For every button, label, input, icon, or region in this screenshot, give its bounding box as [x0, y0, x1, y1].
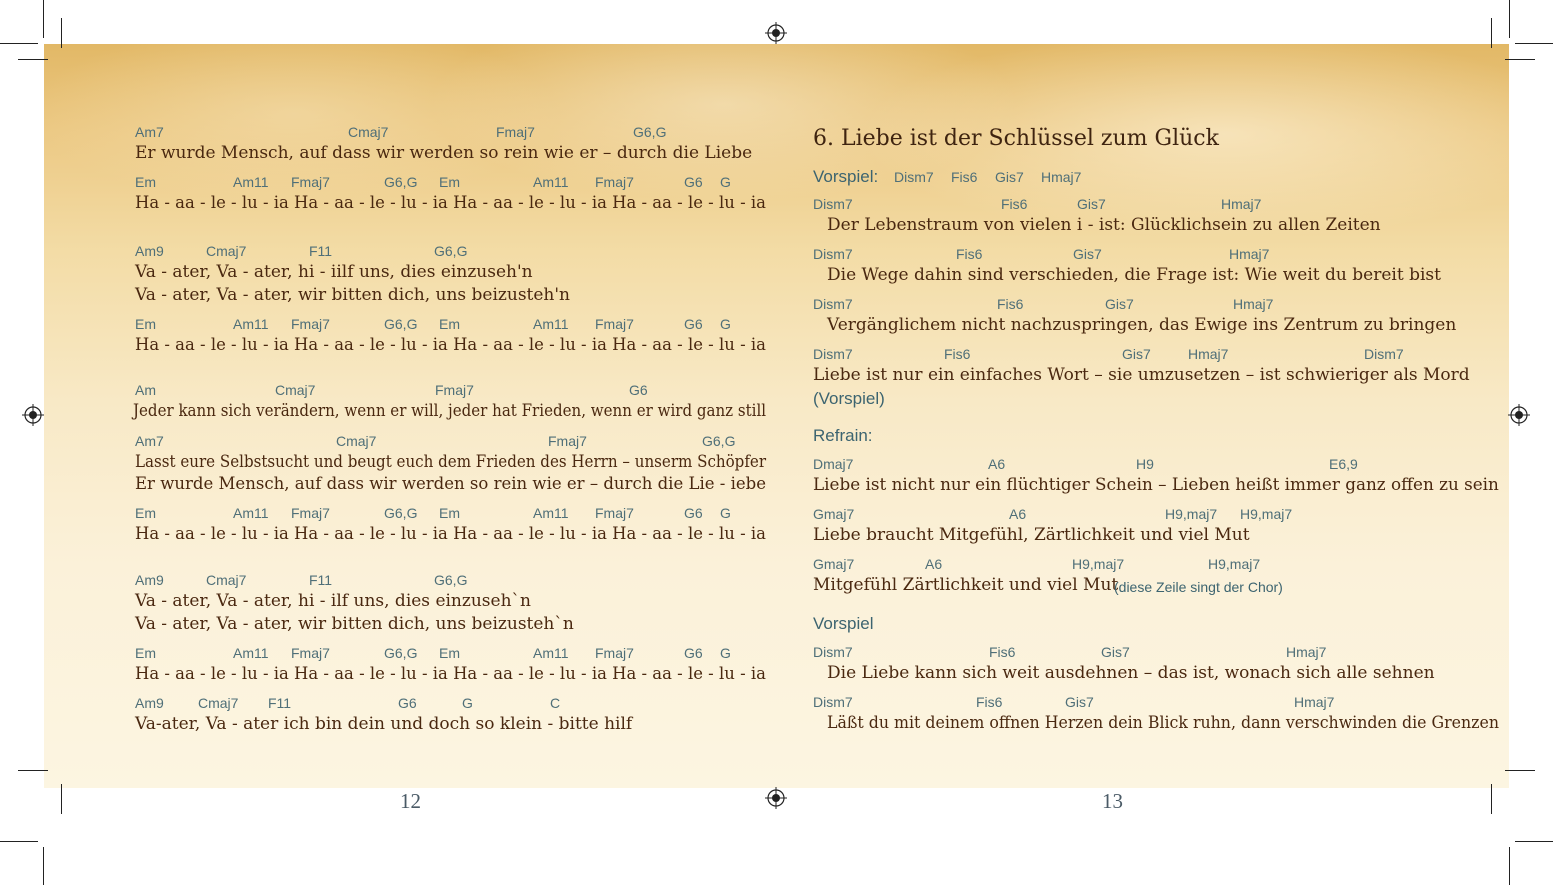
lyric-line: Mitgefühl Zärtlichkeit und viel Mut [813, 575, 1119, 595]
chord: Fmaj7 [595, 316, 634, 332]
crop-mark [1509, 847, 1510, 885]
chord: Em [439, 645, 460, 661]
chord: Gis7 [1065, 694, 1094, 710]
chord: Gis7 [1122, 346, 1151, 362]
chord: Em [135, 174, 156, 190]
chord: H9,maj7 [1240, 506, 1293, 522]
lyric-line: Va - ater, Va - ater, wir bitten dich, uns beizusteh'n [135, 285, 571, 305]
chord: G [462, 695, 473, 711]
chord: Fmaj7 [496, 124, 535, 140]
registration-mark-icon [1508, 404, 1530, 426]
chord: Hmaj7 [1188, 346, 1229, 362]
chord: Hmaj7 [1221, 196, 1262, 212]
chord: Dism7 [813, 346, 853, 362]
left-page [44, 44, 776, 788]
chord: Dism7 [813, 694, 853, 710]
chord: A6 [925, 556, 943, 572]
section-label-vorspiel-2: Vorspiel [813, 614, 874, 633]
chord: Cmaj7 [206, 243, 247, 259]
crop-mark [1509, 0, 1510, 38]
crop-mark [1491, 18, 1492, 48]
crop-mark [1505, 59, 1535, 60]
registration-mark-icon [765, 787, 787, 809]
chord: Fmaj7 [595, 645, 634, 661]
lyric-line: Ha - aa - le - lu - ia Ha - aa - le - lu - ia Ha - aa - le - lu - ia Ha - aa - le - lu - ia [135, 524, 766, 544]
chord: Am11 [533, 645, 569, 661]
chord: A6 [1009, 506, 1027, 522]
chord: Am11 [533, 174, 569, 190]
chord: G6,G [434, 572, 468, 588]
lyric-line: Der Lebenstraum von vielen i - ist: Glücklichsein zu allen Zeiten [827, 215, 1381, 235]
chord: Dism7 [1364, 346, 1404, 362]
chord: Fmaj7 [548, 433, 587, 449]
chord: G6 [629, 382, 648, 398]
chord: Dism7 [894, 169, 934, 185]
chord: Am9 [135, 243, 164, 259]
chord: Gmaj7 [813, 506, 855, 522]
crop-mark [1505, 770, 1535, 771]
chord: Fis6 [997, 296, 1024, 312]
crop-mark [18, 770, 48, 771]
chord: Am11 [533, 505, 569, 521]
chord: G6 [684, 174, 703, 190]
chord: C [550, 695, 561, 711]
chord: G6,G [384, 505, 418, 521]
chord: F11 [309, 572, 333, 588]
chord: Am9 [135, 572, 164, 588]
chord: G6,G [384, 174, 418, 190]
chord: G [720, 174, 731, 190]
chord: G6,G [434, 243, 468, 259]
lyric-line: Liebe ist nur ein einfaches Wort – sie umzusetzen – ist schwieriger als Mord [813, 365, 1470, 385]
chord: G6 [684, 316, 703, 332]
registration-mark-icon [765, 22, 787, 44]
chord: G6 [684, 505, 703, 521]
chord: Hmaj7 [1286, 644, 1327, 660]
lyric-line: Ha - aa - le - lu - ia Ha - aa - le - lu - ia Ha - aa - le - lu - ia Ha - aa - le - lu - ia [135, 193, 766, 213]
chord: Gis7 [995, 169, 1024, 185]
chord: Em [135, 645, 156, 661]
chord: Em [439, 316, 460, 332]
chord: F11 [309, 243, 333, 259]
chord: Em [135, 505, 156, 521]
chord: G [720, 316, 731, 332]
crop-mark [18, 59, 48, 60]
page-number-right: 13 [1102, 789, 1123, 813]
crop-mark [43, 0, 44, 38]
songbook-spread [44, 44, 1509, 788]
lyric-line: Ha - aa - le - lu - ia Ha - aa - le - lu - ia Ha - aa - le - lu - ia Ha - aa - le - lu - ia [135, 335, 766, 355]
right-page [777, 44, 1509, 788]
chord: Dism7 [813, 246, 853, 262]
chord: H9 [1136, 456, 1154, 472]
crop-mark [61, 784, 62, 814]
vorspiel-repeat: (Vorspiel) [813, 389, 885, 408]
chord: G6,G [384, 316, 418, 332]
chord: Fis6 [989, 644, 1016, 660]
chord: Hmaj7 [1294, 694, 1335, 710]
lyric-line: Die Wege dahin sind verschieden, die Frage ist: Wie weit du bereit bist [827, 265, 1441, 285]
lyric-line: Va - ater, Va - ater, hi - iilf uns, dies einzuseh'n [135, 262, 533, 282]
section-label-refrain: Refrain: [813, 426, 873, 445]
crop-mark [43, 847, 44, 885]
chord: Cmaj7 [275, 382, 316, 398]
chord: G6,G [384, 645, 418, 661]
chord: Gmaj7 [813, 556, 855, 572]
chord: G [720, 645, 731, 661]
page-number-left: 12 [400, 789, 421, 813]
chord: Fmaj7 [291, 316, 330, 332]
chord: Dism7 [813, 196, 853, 212]
chord: Am11 [233, 645, 269, 661]
chord: Fmaj7 [291, 174, 330, 190]
chord: H9,maj7 [1072, 556, 1125, 572]
crop-mark [1515, 43, 1553, 44]
chord: H9,maj7 [1165, 506, 1218, 522]
crop-mark [1515, 841, 1553, 842]
chord: Cmaj7 [198, 695, 239, 711]
lyric-line: Die Liebe kann sich weit ausdehnen – das ist, wonach sich alle sehnen [827, 663, 1435, 683]
chord: Fmaj7 [435, 382, 474, 398]
crop-mark [61, 18, 62, 48]
lyric-line: Va - ater, Va - ater, wir bitten dich, uns beizusteh`n [135, 614, 574, 634]
chord: Fis6 [951, 169, 978, 185]
chord: Hmaj7 [1041, 169, 1082, 185]
chord: Gis7 [1101, 644, 1130, 660]
lyric-line: Läßt du mit deinem offnen Herzen dein Blick ruhn, dann verschwinden die Grenzen [827, 713, 1499, 733]
chord: Am7 [135, 433, 164, 449]
chord: Cmaj7 [206, 572, 247, 588]
section-label-vorspiel: Vorspiel: [813, 167, 879, 186]
chord: H9,maj7 [1208, 556, 1261, 572]
chord: Hmaj7 [1233, 296, 1274, 312]
chord: G6,G [633, 124, 667, 140]
song-title: 6. Liebe ist der Schlüssel zum Glück [813, 126, 1219, 151]
chord: G6,G [702, 433, 736, 449]
chord: Gis7 [1105, 296, 1134, 312]
chord: Dmaj7 [813, 456, 854, 472]
chord: A6 [988, 456, 1006, 472]
choir-note: (diese Zeile singt der Chor) [1114, 579, 1283, 595]
crop-mark [0, 43, 38, 44]
lyric-line: Er wurde Mensch, auf dass wir werden so rein wie er – durch die Liebe [135, 143, 753, 163]
chord: Fmaj7 [291, 505, 330, 521]
chord: G6 [684, 645, 703, 661]
lyric-line: Va-ater, Va - ater ich bin dein und doch so klein - bitte hilf [135, 714, 633, 734]
chord: Fmaj7 [595, 505, 634, 521]
chord: Em [135, 316, 156, 332]
chord: Fmaj7 [291, 645, 330, 661]
chord: Gis7 [1077, 196, 1106, 212]
lyric-line: Lasst eure Selbstsucht und beugt euch dem Frieden des Herrn – unserm Schöpfer [135, 452, 767, 472]
lyric-line: Liebe ist nicht nur ein flüchtiger Schein – Lieben heißt immer ganz offen zu sein [813, 475, 1499, 495]
lyric-line: Va - ater, Va - ater, hi - ilf uns, dies einzuseh`n [135, 591, 531, 611]
lyric-line: Jeder kann sich verändern, wenn er will, jeder hat Frieden, wenn er wird ganz still [133, 401, 767, 421]
lyric-line: Liebe braucht Mitgefühl, Zärtlichkeit und viel Mut [813, 525, 1250, 545]
lyric-line: Vergänglichem nicht nachzuspringen, das Ewige ins Zentrum zu bringen [827, 315, 1457, 335]
chord: Em [439, 174, 460, 190]
crop-mark [1491, 784, 1492, 814]
chord: Em [439, 505, 460, 521]
chord: Gis7 [1073, 246, 1102, 262]
registration-mark-icon [22, 404, 44, 426]
chord: Am7 [135, 124, 164, 140]
chord: Am11 [233, 316, 269, 332]
chord: Hmaj7 [1229, 246, 1270, 262]
chord: Am9 [135, 695, 164, 711]
lyric-line: Ha - aa - le - lu - ia Ha - aa - le - lu - ia Ha - aa - le - lu - ia Ha - aa - le - lu - ia [135, 664, 766, 684]
chord: Am11 [533, 316, 569, 332]
lyric-line: Er wurde Mensch, auf dass wir werden so rein wie er – durch die Lie - iebe [135, 474, 767, 494]
chord: G6 [398, 695, 417, 711]
chord: Cmaj7 [336, 433, 377, 449]
chord: Fmaj7 [595, 174, 634, 190]
chord: G [720, 505, 731, 521]
crop-mark [0, 841, 38, 842]
chord: Fis6 [1001, 196, 1028, 212]
chord: Am11 [233, 505, 269, 521]
chord: Am11 [233, 174, 269, 190]
chord: Fis6 [944, 346, 971, 362]
chord: Cmaj7 [348, 124, 389, 140]
chord: E6,9 [1329, 456, 1358, 472]
chord: Fis6 [956, 246, 983, 262]
chord: Fis6 [976, 694, 1003, 710]
chord: Am [135, 382, 156, 398]
chord: Dism7 [813, 296, 853, 312]
chord: Dism7 [813, 644, 853, 660]
chord: F11 [268, 695, 292, 711]
